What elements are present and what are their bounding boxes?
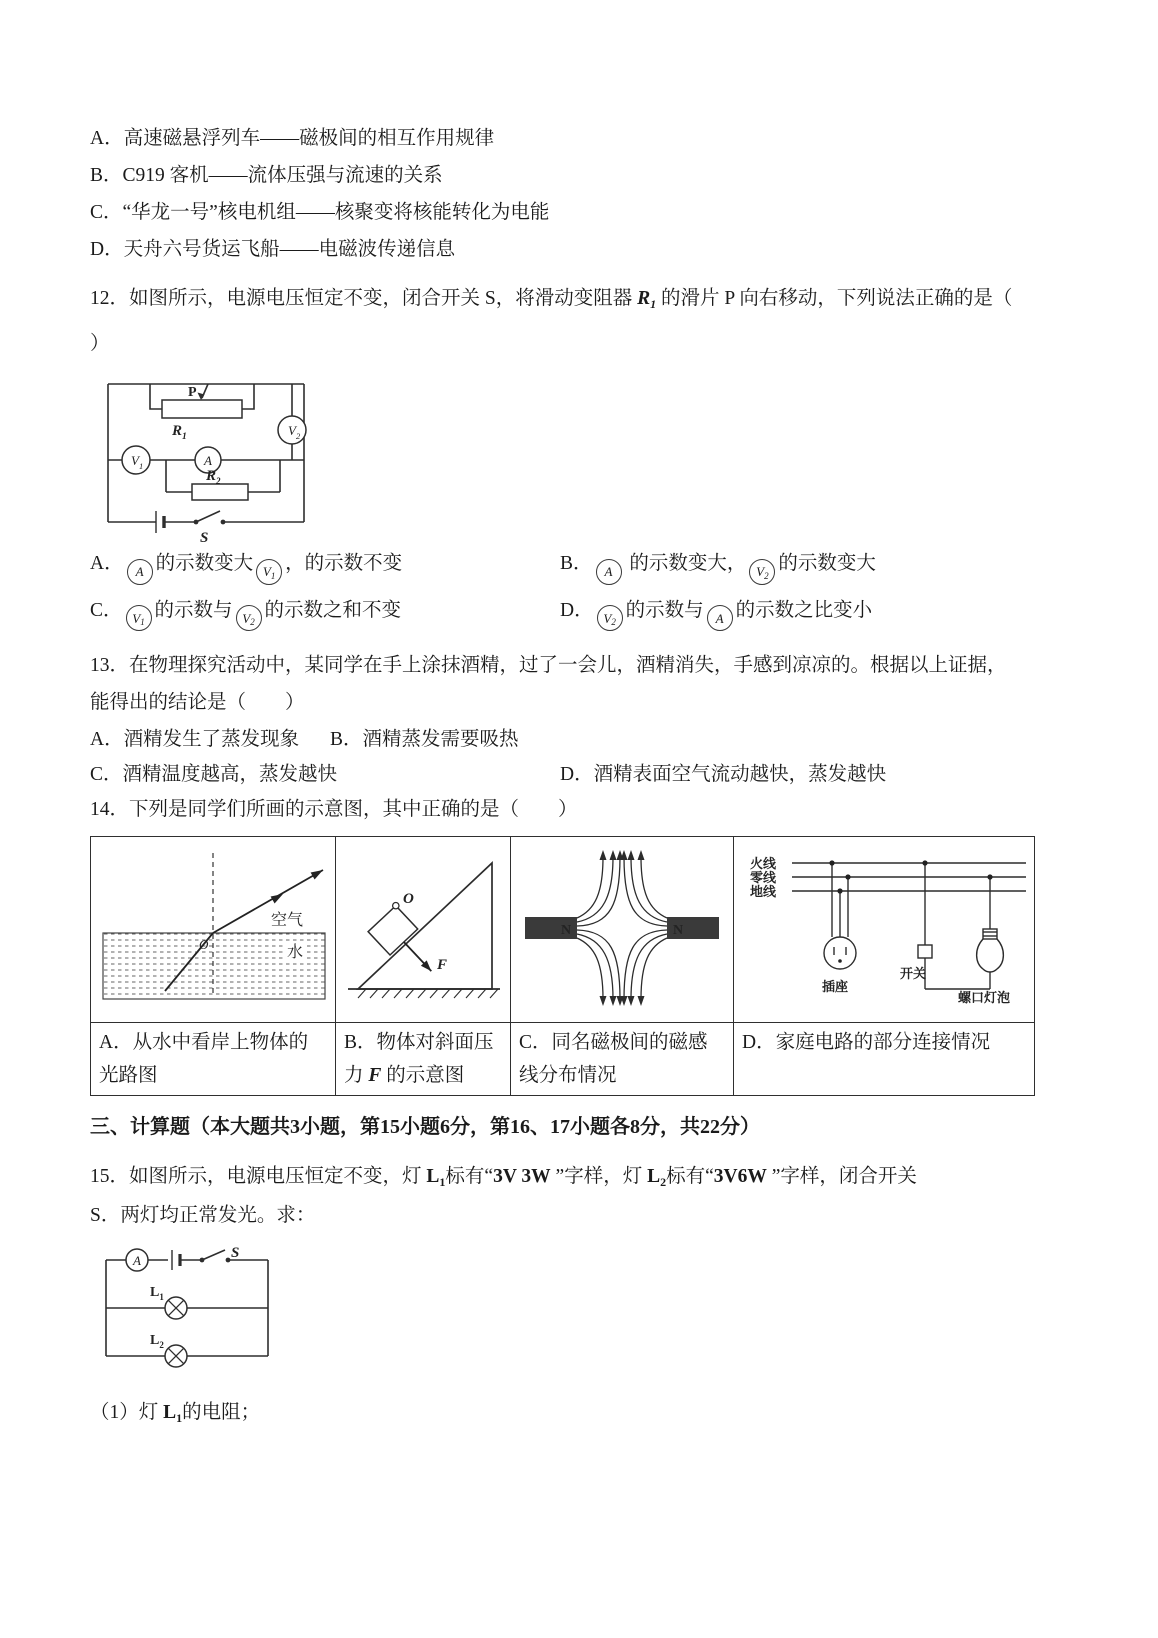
q12-options-row-ab: [90, 550, 1063, 585]
switch-s-label: S: [231, 1245, 240, 1261]
ammeter-icon: A: [596, 559, 622, 585]
refraction-figure: [97, 841, 329, 1004]
option-letter: C．: [90, 599, 123, 621]
q13-options-row-ab: [90, 729, 1063, 750]
lamp2-rating: 3V6W: [713, 1166, 767, 1187]
right-magnet-n-label: N: [673, 923, 684, 938]
label-live-wire: 火线: [750, 856, 777, 871]
lamp1-symbol: $L_1$: [163, 1402, 183, 1425]
lamp1-label: $L_1$: [150, 1285, 164, 1302]
ammeter-label: A: [133, 1253, 141, 1268]
switch-s-label: S: [200, 530, 209, 546]
incline-figure: [342, 841, 504, 1004]
lamp1-symbol: $L_1$: [426, 1166, 446, 1189]
ammeter-icon: A: [127, 559, 153, 585]
q12-option-b: B． A 的示数变大， V 2 的示数变大: [560, 550, 876, 585]
v1-meter-label: $V_1$: [131, 453, 144, 471]
q14-cell-b-diagram: [336, 837, 511, 1023]
lamp1-rating: 3V 3W: [493, 1166, 551, 1187]
q14-caption-a: A．从水中看岸上物体的光路图: [91, 1023, 336, 1096]
q12-stem: [90, 288, 1063, 309]
q12-stem-text-pre: 12．如图所示，电源电压恒定不变，闭合开关 S，将滑动变阻器: [90, 288, 638, 309]
ground-hatching: [358, 989, 498, 998]
q15-stem-line2: S．两灯均正常发光。求：: [90, 1205, 316, 1226]
q15-stem: 15．如图所示，电源电压恒定不变，灯 $L_1$标有“3V 3W ”字样，灯 $L_2$标有“3V6W ”字样，闭合开关: [90, 1166, 917, 1189]
q12-options-row-cd: [90, 597, 1063, 632]
label-socket: 插座: [822, 979, 849, 994]
household-circuit-figure: [740, 841, 1028, 1009]
q14-caption-b: B．物体对斜面压力 F 的示意图: [336, 1023, 511, 1096]
voltmeter2-icon: V 2: [597, 605, 623, 631]
q12-circuit-svg: [96, 372, 331, 550]
label-neutral-wire: 零线: [750, 870, 777, 885]
q12-stem-close: ）: [90, 333, 110, 354]
q14-caption-d: D．家庭电路的部分连接情况: [734, 1023, 1035, 1096]
q12-circuit-figure: [96, 372, 1063, 550]
q11-option-d: D．天舟六号货运飞船——电磁波传递信息: [90, 239, 456, 260]
slider-p-label: P: [188, 385, 197, 400]
q13-option-d: D．酒精表面空气流动越快，蒸发越快: [560, 764, 887, 785]
q11-option-c: C．“华龙一号”核电机组——核聚变将核能转化为电能: [90, 202, 550, 223]
point-o-label: O: [403, 891, 414, 907]
q14-diagram-table: [90, 836, 1035, 1096]
q14-stem: 14．下列是同学们所画的示意图，其中正确的是（ ）: [90, 799, 578, 820]
q11-option-a: A．高速磁悬浮列车——磁极间的相互作用规律: [90, 128, 495, 149]
label-water: 水: [287, 944, 304, 961]
option-letter: D．: [560, 599, 594, 621]
q14-cell-a-diagram: [91, 837, 336, 1023]
q15-subquestion-1: （1）灯 $L_1$的电阻；: [90, 1402, 261, 1425]
circuit-meters: [122, 416, 306, 474]
ammeter-label: A: [204, 453, 212, 468]
incline-triangle: [358, 863, 492, 989]
left-magnet-n-label: N: [561, 923, 572, 938]
voltmeter2-icon: V 2: [236, 605, 262, 631]
label-air: 空气: [271, 912, 304, 929]
voltmeter2-icon: V 2: [749, 559, 775, 585]
label-switch: 开关: [900, 966, 927, 981]
q12-option-c: C． V 1 的示数与 V 2 的示数之和不变: [90, 597, 560, 632]
field-arrowheads: [600, 850, 645, 1006]
field-lines: [577, 857, 667, 999]
ammeter-icon: A: [707, 605, 733, 631]
q13-stem-line2: 能得出的结论是（ ）: [90, 692, 305, 713]
magnetic-field-figure: [517, 841, 727, 1013]
junction-dots: [829, 860, 992, 962]
q13-option-a: A．酒精发生了蒸发现象: [90, 729, 300, 750]
voltmeter1-icon: V 1: [256, 559, 282, 585]
q14-caption-c: C．同名磁极间的磁感线分布情况: [511, 1023, 734, 1096]
q13-stem-line1: 13．在物理探究活动中，某同学在手上涂抹酒精，过了一会儿，酒精消失，手感到凉凉的。根据以上证据，: [90, 655, 1007, 676]
point-o-label: O: [199, 937, 209, 952]
v2-meter-label: $V_2$: [288, 423, 301, 441]
q11-option-b: B．C919 客机——流体压强与流速的关系: [90, 165, 443, 186]
q12-option-a: A． A 的示数变大 V 1 ，的示数不变: [90, 550, 560, 585]
q14-cell-d-diagram: [734, 837, 1035, 1023]
block-corner-circle: [393, 903, 399, 909]
lamp2-symbol: $L_2$: [647, 1166, 667, 1189]
label-screw-bulb: 螺口灯泡: [958, 990, 1011, 1005]
q13-options-row-cd: [90, 764, 1063, 785]
q14-diagram-row: [91, 837, 1035, 1023]
voltmeter1-icon: V 1: [126, 605, 152, 631]
q14-cell-c-diagram: [511, 837, 734, 1023]
r2-label: $R_2$: [206, 468, 221, 486]
label-ground-wire: 地线: [750, 884, 777, 899]
option-letter: A．: [90, 553, 124, 574]
r1-label: $R_1$: [172, 423, 187, 442]
q15-circuit-figure: [96, 1244, 1063, 1384]
q13-option-b: B．酒精蒸发需要吸热: [330, 729, 519, 750]
option-letter: B．: [560, 553, 593, 574]
q15-circuit-svg: [96, 1244, 281, 1384]
q12-stem-text-post: 的滑片 P 向右移动，下列说法正确的是（: [656, 288, 1013, 309]
lamp2-label: $L_2$: [150, 1333, 164, 1350]
q14-caption-row: [91, 1023, 1035, 1096]
section3-heading: 三、计算题（本大题共3小题，第15小题6分，第16、17小题各8分，共22分）: [90, 1116, 760, 1138]
q13-option-c: C．酒精温度越高，蒸发越快: [90, 764, 338, 785]
r1-symbol: $R_1$: [637, 288, 657, 311]
ray-arrowheads: [271, 870, 323, 904]
force-f-label: F: [437, 957, 448, 973]
q12-option-d: D． V 2 的示数与 A 的示数之比变小: [560, 597, 872, 632]
force-f-symbol: F: [368, 1065, 382, 1086]
